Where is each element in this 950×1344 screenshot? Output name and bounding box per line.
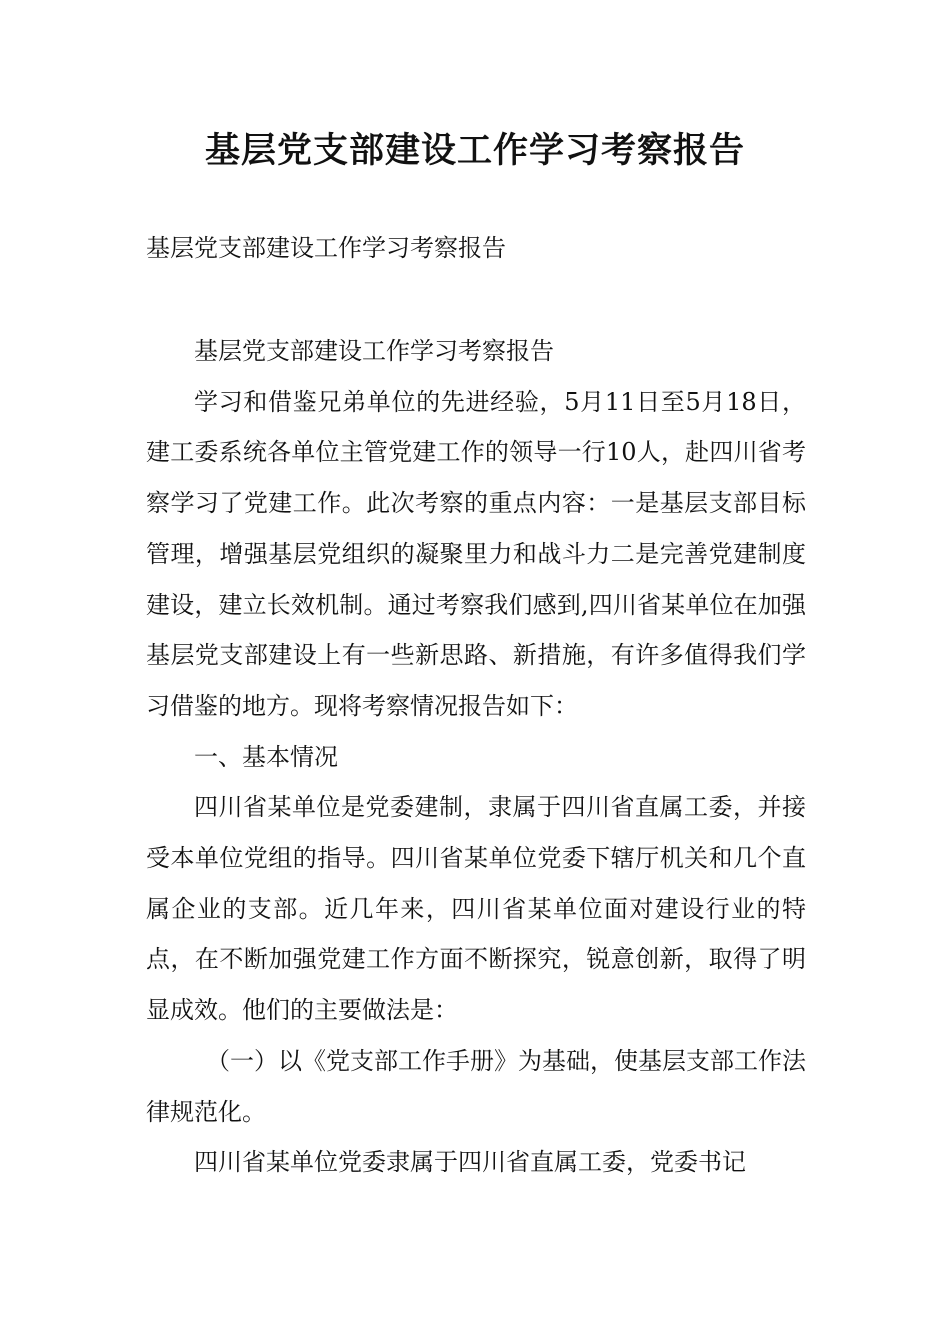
paragraph-continued: 四川省某单位党委隶属于四川省直属工委，党委书记 (194, 1148, 746, 1177)
paragraph-basic-situation: 四川省某单位是党委建制，隶属于四川省直属工委，并接受本单位党组的指导。四川省某单位党委下辖厅机关和几个直属企业的支部。近几年来，四川省某单位面对建设行业的特点，在不断加强党建工作方面不断探究，锐意创新，取得了明显成效。他们的主要做法是： (146, 793, 806, 1025)
document-title: 基层党支部建设工作学习考察报告 (204, 131, 745, 171)
paragraph-intro: 学习和借鉴兄弟单位的先进经验，5月11日至5月18日，建工委系统各单位主管党建工作的领导一行10人，赴四川省考察学习了党建工作。此次考察的重点内容：一是基层支部目标管理，增强基层党组织的凝聚里力和战斗力二是完善党建制度建设，建立长效机制。通过考察我们感到,四川省某单位在加强基层党支部建设上有一些新思路、新措施，有许多值得我们学习借鉴的地方。现将考察情况报告如下： (146, 387, 806, 720)
document-body (146, 326, 806, 1188)
section-heading-basic: 一、基本情况 (194, 742, 338, 771)
document-subtitle: 基层党支部建设工作学习考察报告 (146, 234, 506, 262)
body-heading: 基层党支部建设工作学习考察报告 (194, 337, 554, 365)
subsection-heading-1: （一）以《党支部工作手册》为基础，使基层支部工作法律规范化。 (146, 1046, 806, 1126)
